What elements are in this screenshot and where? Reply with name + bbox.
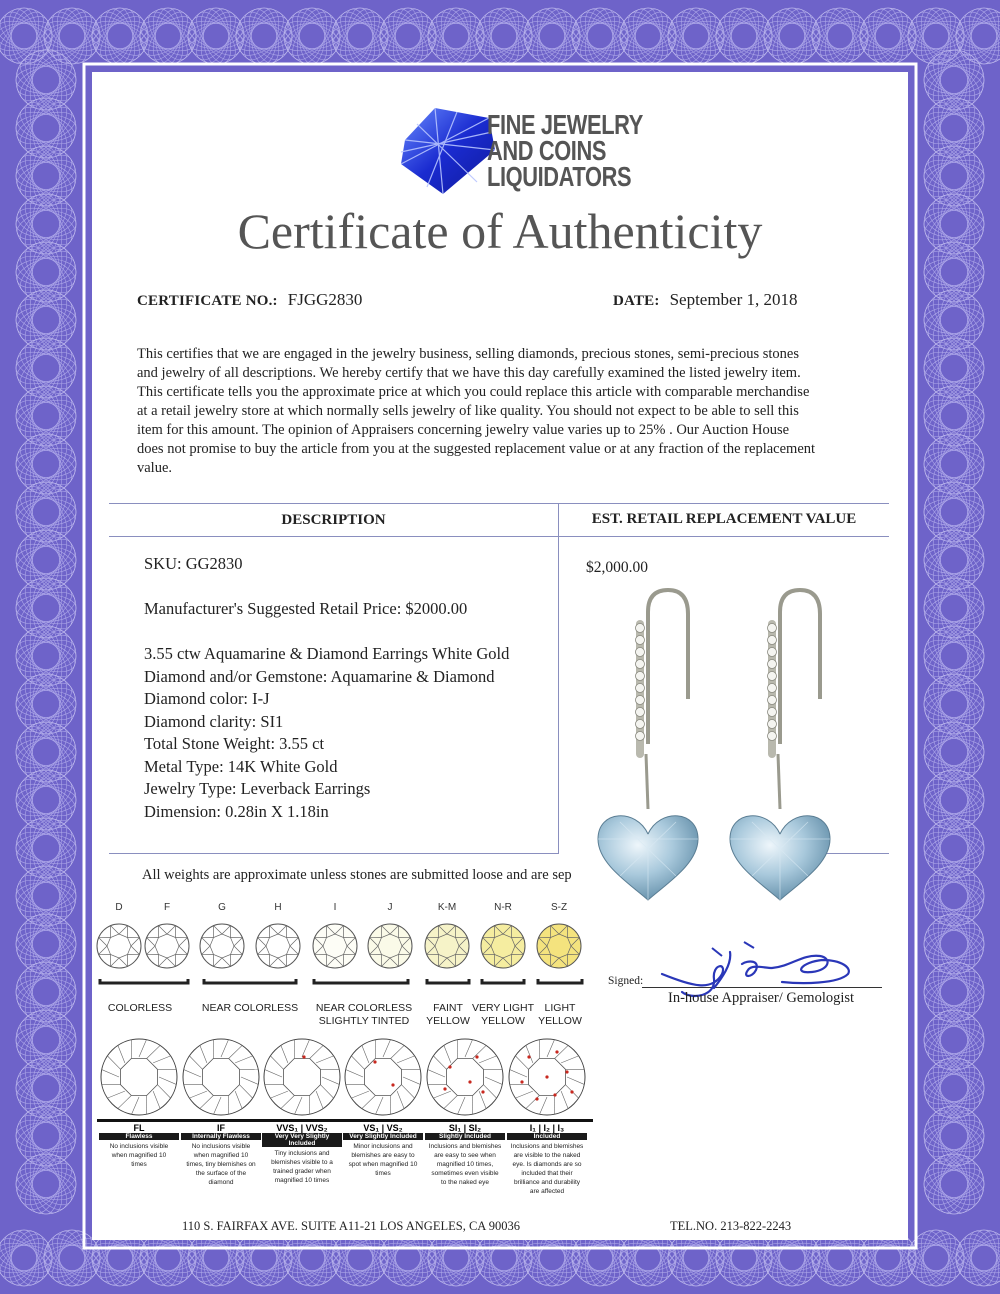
clarity-description-line: when magnified 10 xyxy=(193,1152,249,1159)
clarity-grade-description xyxy=(181,1142,261,1187)
value-header: EST. RETAIL REPLACEMENT VALUE xyxy=(591,511,857,527)
color-category-line: NEAR COLORLESS xyxy=(201,1002,299,1014)
color-grade-letter: F xyxy=(163,902,171,913)
color-grade-diamond xyxy=(368,924,412,968)
description-header: DESCRIPTION xyxy=(281,512,386,528)
clarity-description-line: times, tiny blemishes on xyxy=(186,1161,256,1168)
table-header-rule xyxy=(109,536,889,537)
color-category-label xyxy=(500,1002,620,1028)
clarity-description-line: included that their xyxy=(521,1170,573,1177)
clarity-grade xyxy=(425,1123,505,1187)
color-grade-letter: H xyxy=(274,902,282,913)
color-category-line: YELLOW xyxy=(481,1015,525,1027)
detail-line: Dimension: 0.28in X 1.18in xyxy=(144,801,329,821)
clarity-description-line: Minor inclusions and xyxy=(353,1143,413,1150)
detail-line: Diamond clarity: SI1 xyxy=(144,711,284,731)
logo-line-1: FINE JEWELRY xyxy=(487,109,643,140)
replacement-value: $2,000.00 xyxy=(586,559,648,576)
color-grade-diamond xyxy=(425,924,469,968)
clarity-description-line: are affected xyxy=(529,1188,565,1195)
clarity-description-line: Inclusions and blemishes xyxy=(428,1143,502,1150)
statement-line: This certifies that we are engaged in the jewelry business, selling diamonds, precious stones, semi-precious stones xyxy=(137,346,800,362)
clarity-description-line: Tiny inclusions and xyxy=(274,1150,330,1157)
clarity-description-line: blemishes visible to a xyxy=(271,1159,333,1166)
color-grade-letter: N-R xyxy=(494,902,512,913)
clarity-description-line: brilliance and durability xyxy=(513,1179,581,1186)
certificate-number-value: FJGG2830 xyxy=(287,290,363,309)
statement-line: item for this amount. The opinion of Appraisers concerning jewelry value varies up to 25% . Our Auction House xyxy=(137,422,790,438)
item-details xyxy=(144,643,509,823)
clarity-diamond xyxy=(427,1039,503,1115)
color-grade-chart xyxy=(92,897,592,1037)
color-grade-diamond xyxy=(97,924,141,968)
clarity-grade-code: I₁ | I₂ | I₃ xyxy=(529,1123,565,1133)
color-grade-diamond xyxy=(537,924,581,968)
color-bracket xyxy=(204,979,296,983)
clarity-grade-description xyxy=(343,1142,423,1178)
clarity-description-line: when magnified 10 xyxy=(111,1152,167,1159)
weights-note: All weights are approximate unless stones are submitted loose and are sep xyxy=(142,867,572,883)
color-grade-diamond xyxy=(145,924,189,968)
color-category-line: YELLOW xyxy=(426,1015,470,1027)
sku: SKU: GG2830 xyxy=(144,554,243,573)
clarity-grade-name: Very Very Slightly Included xyxy=(262,1133,342,1147)
clarity-description-line: times xyxy=(375,1170,391,1177)
clarity-grade-name: Internally Flawless xyxy=(181,1133,261,1140)
statement-line: and jewelry of all descriptions. We hereby certify that we have this day carefully examined the listed jewelry item. xyxy=(137,365,801,381)
color-grade-diamond xyxy=(481,924,525,968)
clarity-description-line: magnified 10 times, xyxy=(436,1161,494,1168)
certificate-number xyxy=(137,290,362,310)
color-grade-letter: I xyxy=(333,902,337,913)
clarity-grade-name: Very Slightly Included xyxy=(343,1133,423,1140)
clarity-description-line: No inclusions visible xyxy=(109,1143,169,1150)
color-category-line: COLORLESS xyxy=(107,1002,173,1014)
clarity-grade xyxy=(181,1123,261,1187)
clarity-description-line: Inclusions and blemishes xyxy=(510,1143,584,1150)
detail-line: Total Stone Weight: 3.55 ct xyxy=(144,734,325,753)
statement-line: at a retail jewelry store at which normally sells jewelry of like quality. You should not expect to be able to sell this xyxy=(137,403,799,419)
clarity-description-line: spot when magnified 10 xyxy=(348,1161,418,1168)
clarity-grade-description xyxy=(262,1149,342,1185)
earrings-image xyxy=(590,584,852,944)
clarity-diamond xyxy=(264,1039,340,1115)
clarity-description-line: diamond xyxy=(208,1179,234,1186)
clarity-description-line: trained grader when xyxy=(273,1168,331,1175)
clarity-diamond xyxy=(509,1039,585,1115)
logo-line-3: LIQUIDATORS xyxy=(487,161,632,192)
color-grade-diamond xyxy=(200,924,244,968)
clarity-grade xyxy=(507,1123,587,1196)
certificate-date xyxy=(613,290,798,310)
clarity-description-line: are easy to see when xyxy=(434,1152,496,1159)
color-category-line: NEAR COLORLESS xyxy=(315,1002,413,1014)
appraiser-title: In-house Appraiser/ Gemologist xyxy=(668,990,855,1006)
footer-address: 110 S. FAIRFAX AVE. SUITE A11-21 LOS ANGELES, CA 90036 xyxy=(182,1219,520,1233)
diamond-logo-icon xyxy=(397,102,497,197)
logo-line-2: AND COINS xyxy=(487,135,607,166)
clarity-grade-name: Included xyxy=(507,1133,587,1140)
color-bracket xyxy=(100,979,188,983)
color-bracket xyxy=(427,979,469,983)
msrp: Manufacturer's Suggested Retail Price: $2000.00 xyxy=(144,599,468,618)
certification-statement xyxy=(137,345,887,478)
statement-line: does not promise to buy the article from you at the suggested replacement value or at any fraction of the replacement xyxy=(137,441,816,457)
color-category-line: SLIGHTLY TINTED xyxy=(318,1015,410,1027)
clarity-grade-description xyxy=(425,1142,505,1187)
right-earring xyxy=(730,590,830,900)
clarity-description-line: to the naked eye xyxy=(440,1179,490,1186)
clarity-diamond xyxy=(101,1039,177,1115)
clarity-grade-name: Slightly Included xyxy=(425,1133,505,1140)
clarity-description-line: magnified 10 times xyxy=(274,1177,330,1184)
color-bracket xyxy=(314,979,408,983)
logo-wordmark xyxy=(487,109,643,192)
color-category-line: VERY LIGHT xyxy=(471,1002,535,1014)
statement-line: value. xyxy=(137,460,173,476)
clarity-divider xyxy=(97,1119,593,1122)
clarity-diamond xyxy=(183,1039,259,1115)
clarity-grade-code: IF xyxy=(217,1123,225,1133)
clarity-description-line: eye. Is diamonds are so xyxy=(512,1161,582,1168)
date-value: September 1, 2018 xyxy=(669,290,798,309)
table-bottom-rule xyxy=(109,853,559,854)
clarity-grade-description xyxy=(507,1142,587,1196)
detail-line: 3.55 ctw Aquamarine & Diamond Earrings White Gold xyxy=(144,644,510,663)
clarity-grade-chart xyxy=(92,1030,602,1210)
clarity-grade-code: FL xyxy=(133,1123,145,1133)
clarity-grade xyxy=(99,1123,179,1169)
clarity-description-line: are visible to the naked xyxy=(513,1152,581,1159)
certificate-paper xyxy=(92,72,908,1240)
color-grade-letter: S-Z xyxy=(550,902,568,913)
color-category-line: LIGHT xyxy=(544,1002,576,1014)
clarity-grade-code: SI₁ | SI₂ xyxy=(448,1123,482,1133)
clarity-grade-code: VS₁ | VS₂ xyxy=(363,1123,403,1133)
clarity-diamonds xyxy=(92,1030,602,1130)
table-column-divider xyxy=(558,503,559,853)
table-top-rule xyxy=(109,503,889,504)
detail-line: Metal Type: 14K White Gold xyxy=(144,756,338,776)
color-bracket xyxy=(482,979,524,983)
clarity-grade-code: VVS₁ | VVS₂ xyxy=(276,1123,328,1133)
detail-line: Diamond and/or Gemstone: Aquamarine & Diamond xyxy=(144,666,495,686)
color-category-label xyxy=(80,1002,200,1015)
color-category-label xyxy=(190,1002,310,1015)
clarity-grade-name: Flawless xyxy=(99,1133,179,1140)
clarity-description-line: the surface of the xyxy=(195,1170,247,1177)
signed-label: Signed: xyxy=(608,975,644,987)
statement-line: This certificate tells you the approximate price at which you could replace this article with comparable merchandise xyxy=(137,384,810,400)
left-earring xyxy=(598,590,698,900)
clarity-description-line: blemishes are easy to xyxy=(351,1152,415,1159)
footer-phone: TEL.NO. 213-822-2243 xyxy=(670,1219,792,1233)
color-category-line: FAINT xyxy=(433,1002,463,1014)
color-grade-diamond xyxy=(313,924,357,968)
certificate-number-label: CERTIFICATE NO.: xyxy=(137,293,278,309)
color-grade-diamonds xyxy=(92,919,592,999)
clarity-grade xyxy=(343,1123,423,1178)
color-category-line: YELLOW xyxy=(538,1015,582,1027)
color-grade-letter: J xyxy=(387,902,393,913)
color-grade-letter: G xyxy=(218,902,226,913)
color-bracket xyxy=(538,979,582,983)
detail-line: Diamond color: I-J xyxy=(144,689,270,708)
detail-line: Jewelry Type: Leverback Earrings xyxy=(144,779,371,798)
color-grade-letter: K-M xyxy=(437,902,457,913)
clarity-diamond xyxy=(345,1039,421,1115)
date-label: DATE: xyxy=(613,293,660,309)
clarity-description-line: No inclusions visible xyxy=(191,1143,251,1150)
color-grade-diamond xyxy=(256,924,300,968)
certificate-title: Certificate of Authenticity xyxy=(237,203,763,259)
clarity-description-line: sometimes even visible xyxy=(431,1170,499,1177)
clarity-grade-description xyxy=(99,1142,179,1169)
clarity-description-line: times xyxy=(131,1161,147,1168)
color-grade-letter: D xyxy=(115,902,123,913)
clarity-grade xyxy=(262,1123,342,1185)
